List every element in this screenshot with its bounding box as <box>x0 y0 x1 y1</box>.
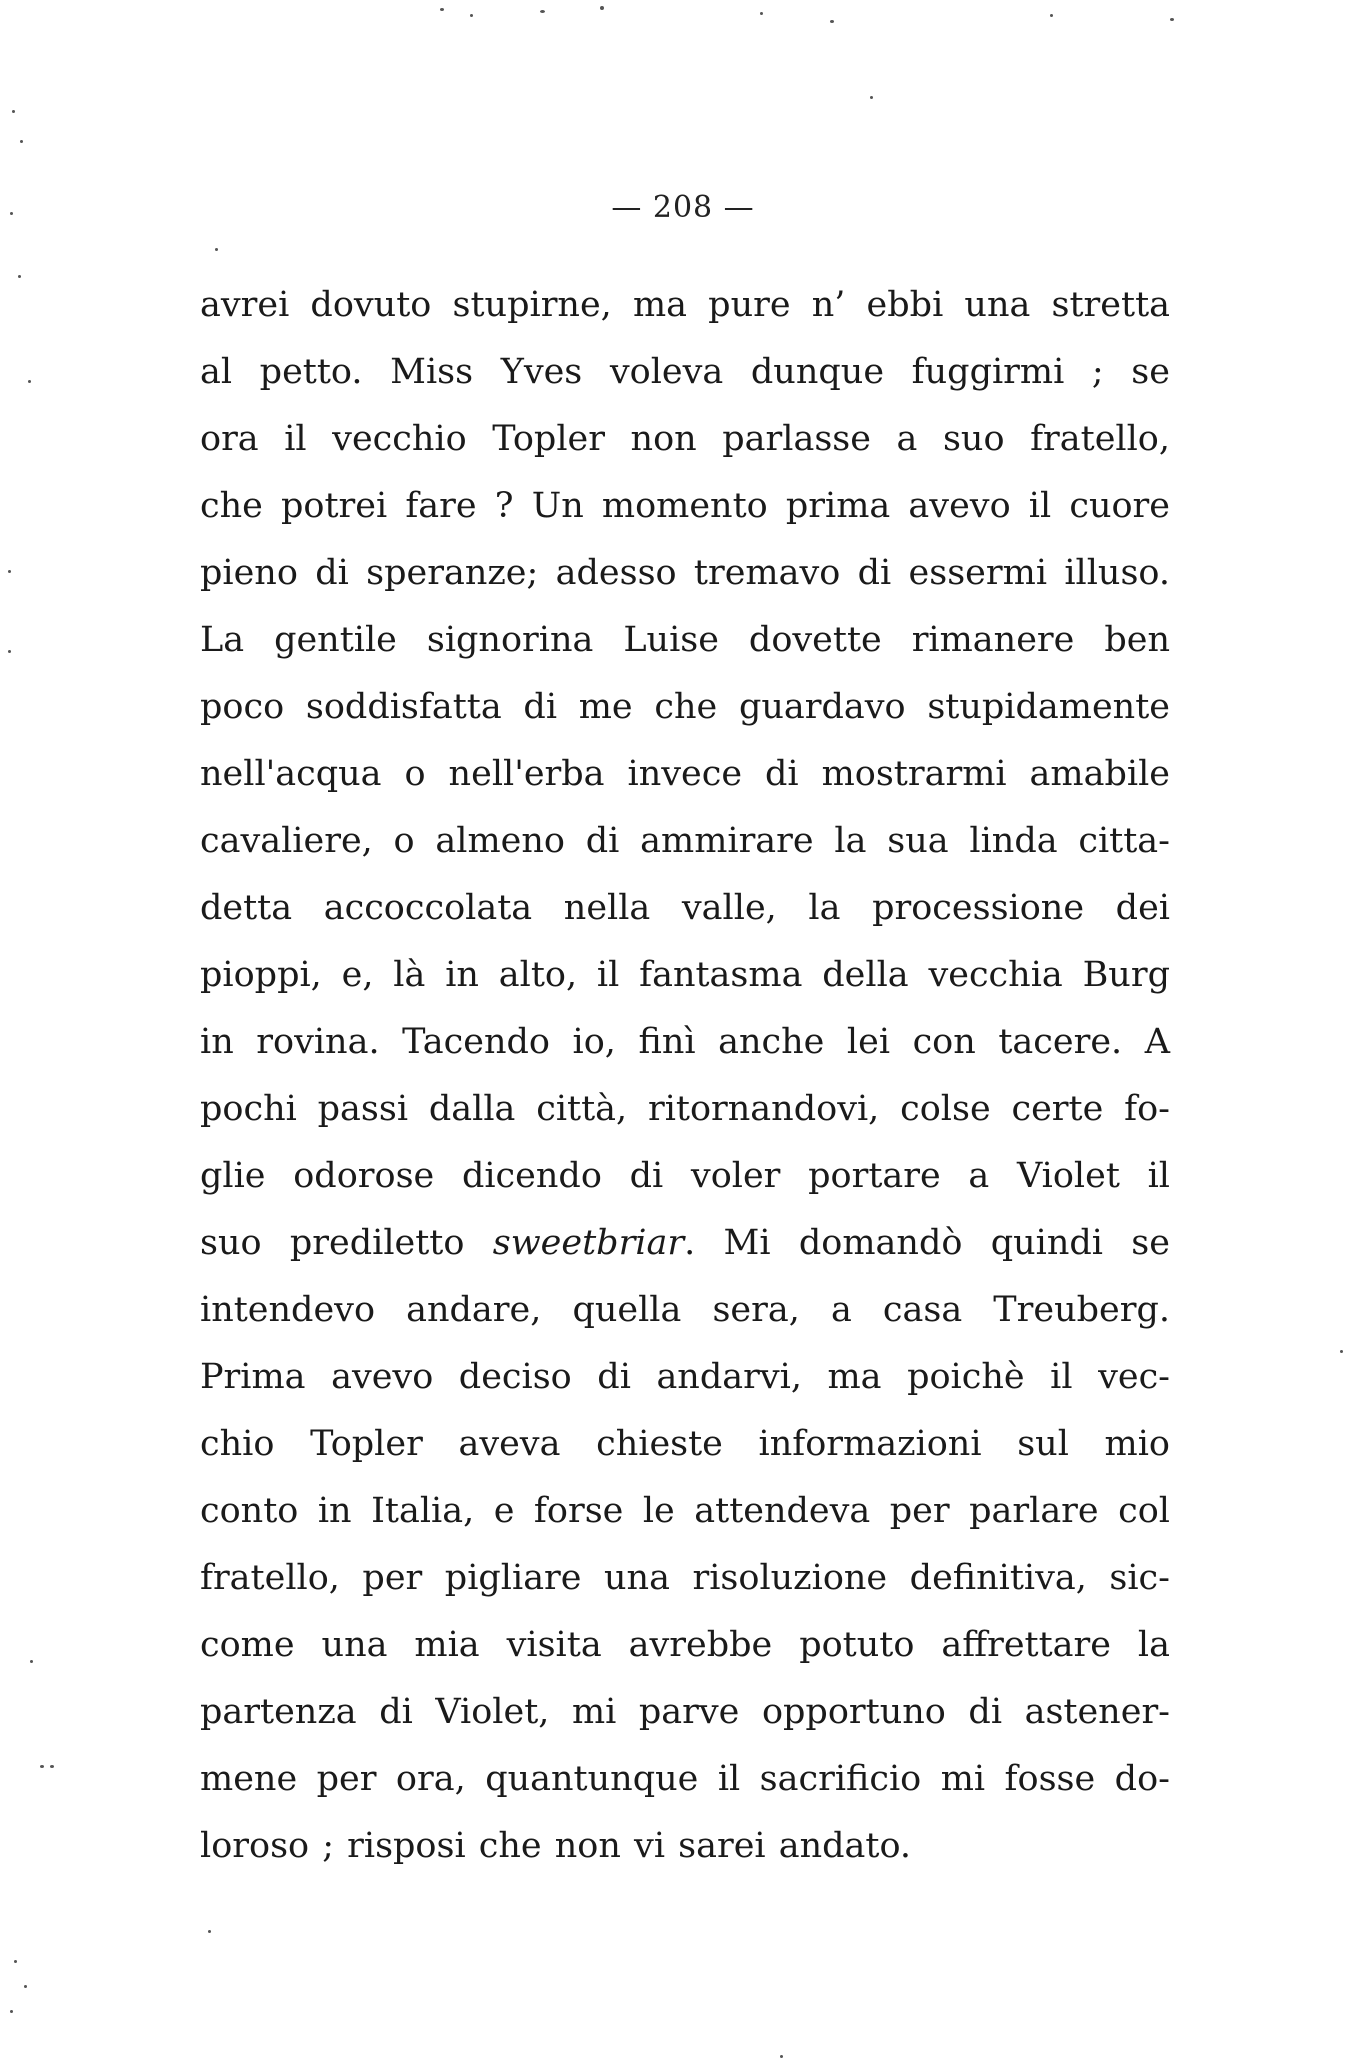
text-line: fratello, per pigliare una risoluzione definitiva, sic- <box>200 1558 1170 1598</box>
text-line: mene per ora, quantunque il sacrificio mi fosse do- <box>200 1759 1170 1799</box>
speck <box>215 248 218 251</box>
text-segment: . Mi domandò quindi se <box>684 1223 1170 1263</box>
text-line: chio Topler aveva chieste informazioni sul mio <box>200 1424 1170 1464</box>
speck <box>10 2010 13 2013</box>
speck <box>440 8 444 11</box>
text-line: poco soddisfatta di me che guardavo stupidamente <box>200 687 1170 727</box>
text-line: cavaliere, o almeno di ammirare la sua linda citta- <box>200 821 1170 861</box>
text-line: glie odorose dicendo di voler portare a Violet il <box>200 1156 1170 1196</box>
text-line: pieno di speranze; adesso tremavo di essermi illuso. <box>200 553 1170 593</box>
text-line-with-italic <box>200 1210 1170 1277</box>
speck <box>540 10 545 13</box>
text-line: conto in Italia, e forse le attendeva per parlare col <box>200 1491 1170 1531</box>
last-text-line: loroso ; risposi che non vi sarei andato. <box>200 1826 912 1866</box>
text-line: Prima avevo deciso di andarvi, ma poichè il vec- <box>200 1357 1170 1397</box>
speck <box>8 570 11 573</box>
text-line: avrei dovuto stupirne, ma pure n’ ebbi una stretta <box>200 285 1170 325</box>
text-line: come una mia visita avrebbe potuto affrettare la <box>200 1625 1170 1665</box>
speck <box>14 1960 17 1963</box>
speck <box>870 96 873 99</box>
speck <box>18 275 21 278</box>
text-line: nell'acqua o nell'erba invece di mostrarmi amabile <box>200 754 1170 794</box>
speck <box>1170 18 1174 21</box>
speck <box>24 1985 27 1988</box>
speck <box>830 20 834 23</box>
speck <box>30 1660 33 1663</box>
speck <box>8 650 11 653</box>
text-line: intendevo andare, quella sera, a casa Treuberg. <box>200 1290 1170 1330</box>
speck <box>12 110 15 113</box>
text-line: che potrei fare ? Un momento prima avevo il cuore <box>200 486 1170 526</box>
speck <box>1050 14 1053 17</box>
body-text <box>200 272 1170 1880</box>
text-line: detta accoccolata nella valle, la processione dei <box>200 888 1170 928</box>
speck <box>28 380 31 383</box>
text-line: pioppi, e, là in alto, il fantasma della vecchia Burg <box>200 955 1170 995</box>
text-line: in rovina. Tacendo io, finì anche lei con tacere. A <box>200 1022 1170 1062</box>
speck <box>208 1930 211 1933</box>
speck <box>10 212 13 215</box>
text-line: partenza di Violet, mi parve opportuno di astener- <box>200 1692 1170 1732</box>
page-number: — 208 — <box>611 190 755 225</box>
text-line: ora il vecchio Topler non parlasse a suo fratello, <box>200 419 1170 459</box>
speck <box>50 1765 54 1768</box>
speck <box>470 14 473 17</box>
text-line: La gentile signorina Luise dovette rimanere ben <box>200 620 1170 660</box>
speck <box>780 2055 783 2058</box>
speck <box>600 6 604 10</box>
speck <box>20 140 23 143</box>
text-segment: suo prediletto <box>200 1223 493 1263</box>
text-line: pochi passi dalla città, ritornandovi, colse certe fo- <box>200 1089 1170 1129</box>
speck <box>1340 1350 1343 1353</box>
speck <box>40 1765 44 1768</box>
italic-word: sweetbriar <box>492 1223 685 1263</box>
text-line: al petto. Miss Yves voleva dunque fuggirmi ; se <box>200 352 1170 392</box>
speck <box>760 12 763 15</box>
